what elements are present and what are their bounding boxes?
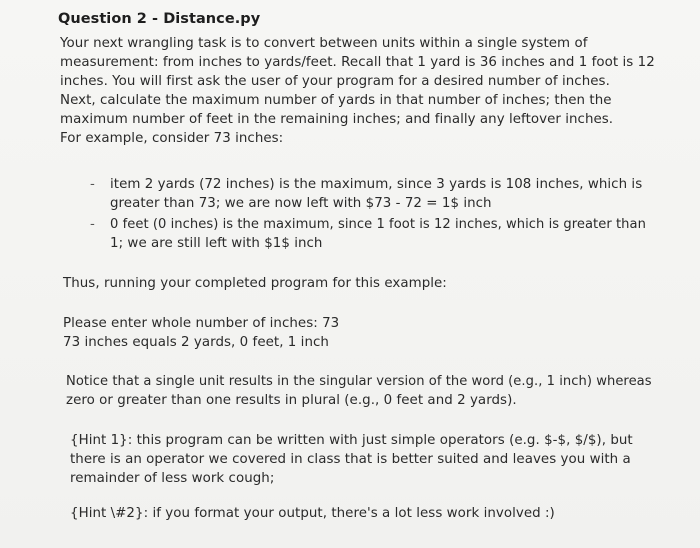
bullet-marker-1: - [90,177,95,192]
intro-line-4: Next, calculate the maximum number of yards in that number of inches; then the [60,93,612,108]
bullet-2-line-2: 1; we are still left with $1$ inch [110,236,323,251]
intro-line-2: measurement: from inches to yards/feet. Recall that 1 yard is 36 inches and 1 foot is 12 [60,55,655,70]
question-title: Question 2 - Distance.py [58,11,261,27]
sample-output-line-1: Please enter whole number of inches: 73 [63,316,340,331]
bullet-1-line-2: greater than 73; we are now left with $73 - 72 = 1$ inch [110,196,492,211]
intro-line-5: maximum number of feet in the remaining inches; and finally any leftover inches. [60,112,614,127]
bullet-1-line-1: item 2 yards (72 inches) is the maximum, since 3 yards is 108 inches, which is [110,177,643,192]
hint1-line-3: remainder of less work cough; [70,471,275,486]
bullet-marker-2: - [90,217,95,232]
sample-output-line-2: 73 inches equals 2 yards, 0 feet, 1 inch [63,335,329,350]
bullet-2-line-1: 0 feet (0 inches) is the maximum, since 1 foot is 12 inches, which is greater than [110,217,646,232]
intro-line-1: Your next wrangling task is to convert between units within a single system of [60,36,588,51]
notice-line-2: zero or greater than one results in plural (e.g., 0 feet and 2 yards). [66,393,517,408]
hint1-line-2: there is an operator we covered in class that is better suited and leaves you with a [70,452,631,467]
notice-line-1: Notice that a single unit results in the singular version of the word (e.g., 1 inch) whereas [66,374,652,389]
example-intro: Thus, running your completed program for this example: [63,276,447,291]
hint2-line: {Hint \#2}: if you format your output, there's a lot less work involved :) [70,506,555,521]
hint1-line-1: {Hint 1}: this program can be written with just simple operators (e.g. $-$, $/$), but [70,433,633,448]
intro-line-3: inches. You will first ask the user of your program for a desired number of inches. [60,74,610,89]
intro-line-6: For example, consider 73 inches: [60,131,284,146]
